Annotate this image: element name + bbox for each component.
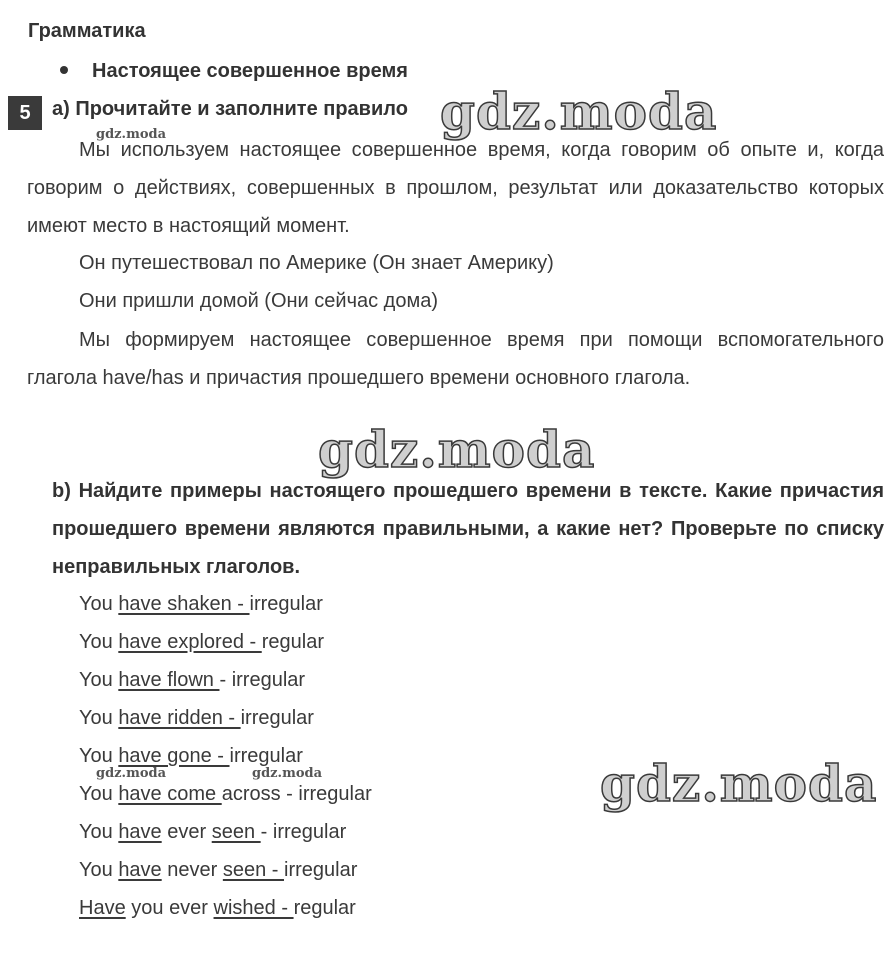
underlined-verb-phrase: have bbox=[118, 821, 162, 843]
answer-line bbox=[79, 631, 324, 654]
answer-text: irregular bbox=[249, 593, 323, 615]
underlined-verb-phrase: have shaken - bbox=[118, 593, 250, 615]
watermark-logo: gdz.moda bbox=[318, 420, 596, 479]
watermark-logo: gdz.moda bbox=[600, 754, 878, 813]
watermark-small: gdz.moda bbox=[96, 766, 167, 781]
watermark-small: gdz.moda bbox=[252, 766, 323, 781]
underlined-verb-phrase: have ridden - bbox=[118, 707, 241, 729]
answer-text: irregular bbox=[284, 859, 358, 881]
underlined-verb-phrase: Have bbox=[79, 897, 126, 919]
topic-title: Настоящее совершенное время bbox=[92, 60, 408, 82]
answer-text: You bbox=[79, 631, 119, 653]
rule-paragraph-1: Мы используем настоящее совершенное время, когда говорим об опыте и, когда говорим о действиях, совершенных в прошлом, результат или доказательство которых имеют место в настоящий момент. bbox=[27, 139, 884, 237]
bullet-icon bbox=[60, 66, 68, 74]
answer-text: irregular bbox=[240, 707, 314, 729]
answer-line bbox=[79, 783, 372, 806]
answer-text: across - irregular bbox=[221, 783, 372, 805]
underlined-verb-phrase: have come bbox=[118, 783, 222, 805]
answer-line bbox=[79, 593, 323, 616]
answer-text: irregular bbox=[229, 745, 303, 767]
watermark-logo: gdz.moda bbox=[440, 82, 718, 141]
answer-text: never bbox=[161, 859, 223, 881]
underlined-verb-phrase: seen bbox=[211, 821, 261, 843]
answer-line bbox=[79, 821, 346, 844]
rule-paragraph-2: Мы формируем настоящее совершенное время при помощи вспомогательного глагола have/has и причастия прошедшего времени основного глагола. bbox=[27, 329, 884, 389]
answer-text: - irregular bbox=[219, 669, 306, 691]
answer-line bbox=[79, 669, 305, 692]
answer-text: You bbox=[79, 859, 119, 881]
task-b-instruction: b) Найдите примеры настоящего прошедшего времени в тексте. Какие причастия прошедшего времени являются правильными, а какие нет? Проверьте по списку неправильных глаголов. bbox=[52, 480, 884, 578]
underlined-verb-phrase: have gone - bbox=[118, 745, 230, 767]
underlined-verb-phrase: wished - bbox=[213, 897, 294, 919]
answer-text: You bbox=[79, 707, 119, 729]
section-heading: Грамматика bbox=[28, 20, 146, 42]
answer-line bbox=[79, 897, 356, 920]
answer-text: you ever bbox=[125, 897, 214, 919]
example-sentence-1: Он путешествовал по Америке (Он знает Америку) bbox=[79, 252, 554, 274]
answer-text: regular bbox=[261, 631, 324, 653]
task-a-instruction: a) Прочитайте и заполните правило bbox=[52, 98, 408, 120]
topic-bullet bbox=[60, 60, 408, 83]
answer-text: - irregular bbox=[260, 821, 347, 843]
answer-text: You bbox=[79, 745, 119, 767]
underlined-verb-phrase: seen - bbox=[222, 859, 284, 881]
answer-text: regular bbox=[293, 897, 356, 919]
underlined-verb-phrase: have bbox=[118, 859, 162, 881]
answer-text: You bbox=[79, 821, 119, 843]
answer-text: You bbox=[79, 669, 119, 691]
answer-text: ever bbox=[161, 821, 212, 843]
underlined-verb-phrase: have explored - bbox=[118, 631, 262, 653]
underlined-verb-phrase: have flown bbox=[118, 669, 220, 691]
watermark-small: gdz.moda bbox=[96, 127, 167, 142]
answer-text: You bbox=[79, 783, 119, 805]
answer-line bbox=[79, 859, 357, 882]
answer-text: You bbox=[79, 593, 119, 615]
exercise-number-badge: 5 bbox=[8, 96, 42, 130]
example-sentence-2: Они пришли домой (Они сейчас дома) bbox=[79, 290, 439, 312]
answer-line bbox=[79, 745, 303, 768]
answer-line bbox=[79, 707, 314, 730]
